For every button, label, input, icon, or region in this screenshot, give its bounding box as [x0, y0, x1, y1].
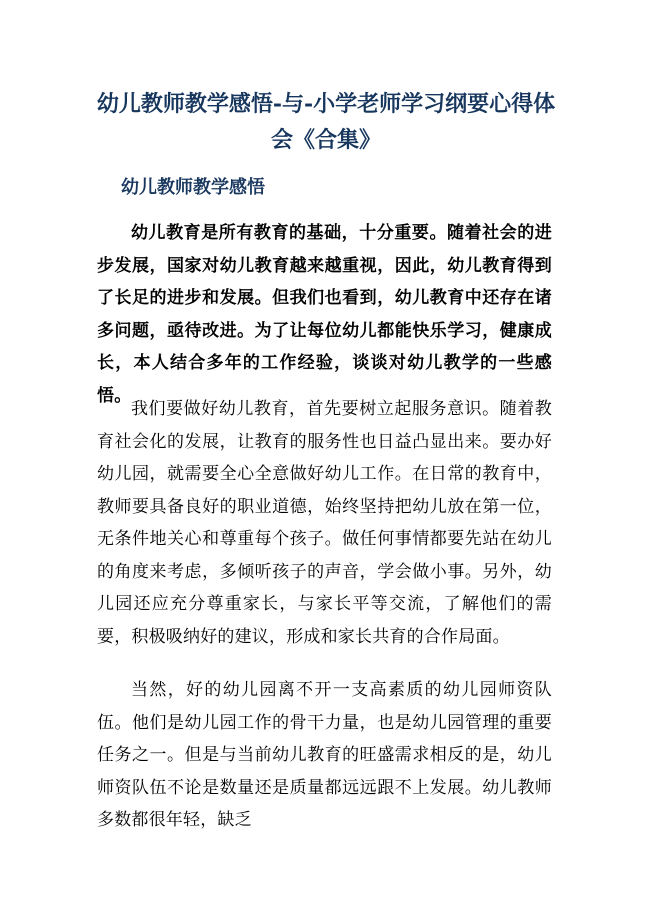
document-title: 幼儿教师教学感悟-与-小学老师学习纲要心得体会《合集》 — [96, 91, 556, 153]
paragraph-service: 我们要做好幼儿教育，首先要树立起服务意识。随着教育社会化的发展，让教育的服务性也日益凸显出来。要办好幼儿园，就需要全心全意做好幼儿工作。在日常的教育中，教师要具备良好的职业道德，始终坚持把幼儿放在第一位，无条件地关心和尊重每个孩子。做任何事情都要先站在幼儿的角度来考虑，多倾听孩子的声音，学会做小事。另外，幼儿园还应充分尊重家长，与家长平等交流，了解他们的需要，积极吸纳好的建议，形成和家长共育的合作局面。 — [97, 399, 552, 647]
paragraph-intro: 幼儿教育是所有教育的基础，十分重要。随着社会的进步发展，国家对幼儿教育越来越重视，因此，幼儿教育得到了长足的进步和发展。但我们也看到，幼儿教育中还存在诸多问题，亟待改进。为了让每位幼儿都能快乐学习，健康成长，本人结合多年的工作经验，谈谈对幼儿教学的一些感悟。 — [97, 223, 552, 406]
paragraph-teachers: 当然，好的幼儿园离不开一支高素质的幼儿园师资队伍。他们是幼儿园工作的骨干力量，也是幼儿园管理的重要任务之一。但是与当前幼儿教育的旺盛需求相反的是，幼儿师资队伍不论是数量还是质量都远远跟不上发展。幼儿教师多数都很年轻，缺乏 — [97, 680, 552, 830]
section-heading: 幼儿教师教学感悟 — [121, 177, 265, 198]
